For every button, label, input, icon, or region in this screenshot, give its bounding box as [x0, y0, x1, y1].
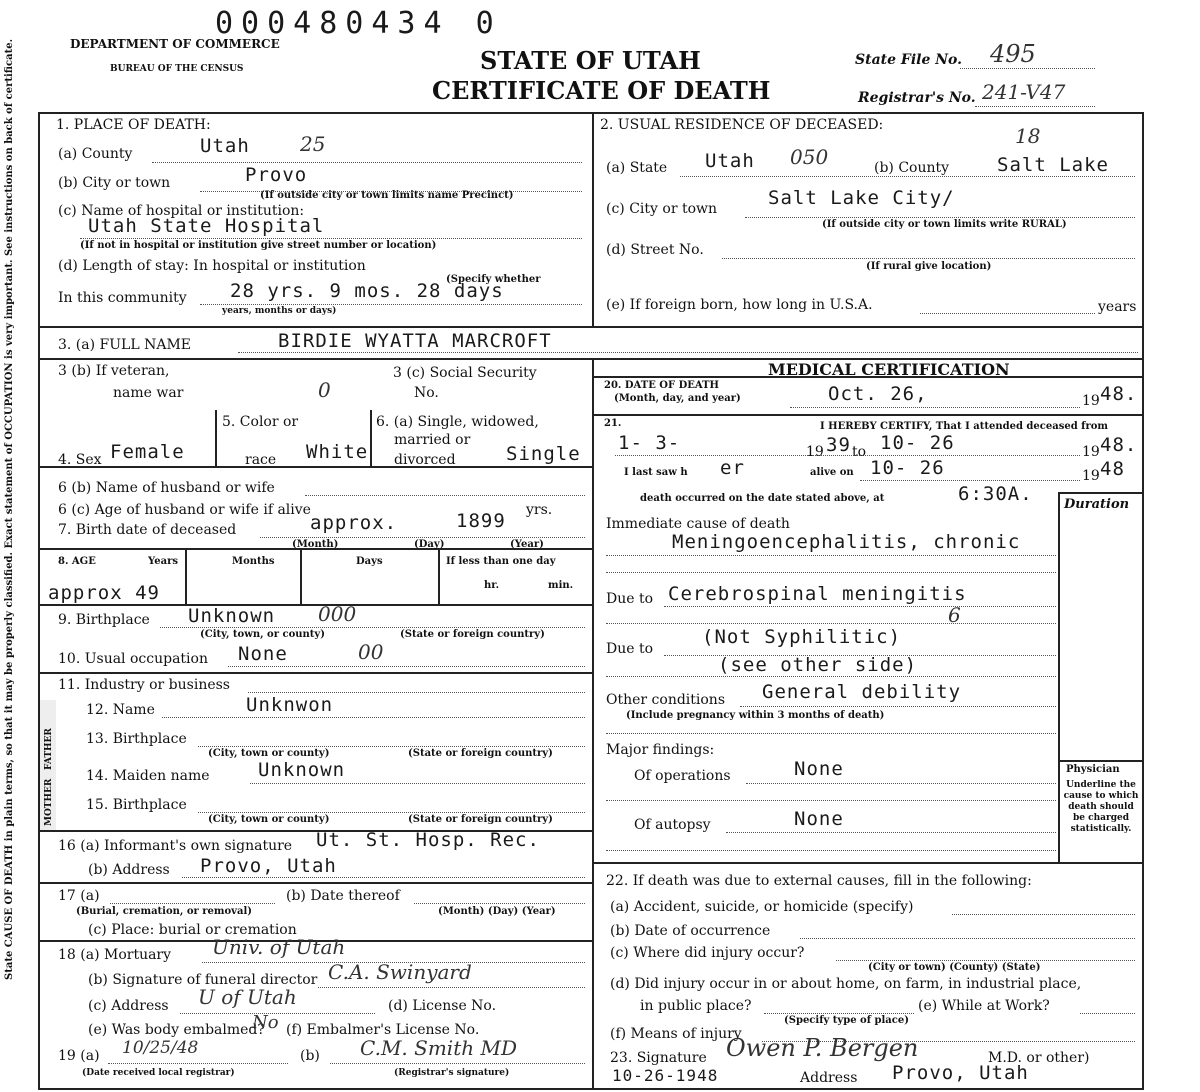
- burial-date-label: (b) Date thereof: [286, 888, 400, 904]
- date-of-death-label: 20. DATE OF DEATH: [604, 380, 719, 391]
- funeral-director-value: C.A. Swinyard: [328, 960, 472, 984]
- mortuary-value: Univ. of Utah: [212, 935, 346, 959]
- other-conditions-note: (Include pregnancy within 3 months of death): [626, 710, 885, 721]
- veteran-label: 3 (b) If veteran,: [58, 363, 170, 379]
- informant-signature-value: Ut. St. Hosp. Rec.: [316, 829, 540, 851]
- signature-date-value: 10-26-1948: [612, 1066, 719, 1085]
- burial-mdy-note: (Month) (Day) (Year): [438, 906, 556, 917]
- father-city-note: (City, town or county): [208, 748, 330, 759]
- father-birthplace-label: 13. Birthplace: [86, 731, 187, 747]
- death-city-value: Provo: [245, 164, 308, 186]
- external-a-label: (a) Accident, suicide, or homicide (specify): [610, 899, 914, 915]
- age-months-col: Months: [232, 556, 275, 567]
- husband-age-label: 6 (c) Age of husband or wife if alive: [58, 502, 311, 518]
- birthplace-city-note: (City, town, or county): [200, 629, 325, 640]
- full-name-value: BIRDIE WYATTA MARCROFT: [278, 330, 552, 352]
- date-of-death-year: 48.: [1100, 383, 1138, 405]
- birth-date-label: 7. Birth date of deceased: [58, 522, 237, 538]
- md-or-other-label: M.D. or other): [988, 1050, 1090, 1066]
- month-note: (Month): [292, 539, 339, 550]
- operations-label: Of operations: [634, 768, 731, 784]
- burial-label: 17 (a): [58, 888, 100, 904]
- external-b-label: (b) Date of occurrence: [610, 923, 771, 939]
- certificate-serial: 000480434 0: [215, 6, 502, 41]
- physician-note: Underline the cause to which death should be charged statistically.: [1063, 780, 1139, 834]
- funeral-address-label: (c) Address: [88, 998, 169, 1014]
- external-c-label: (c) Where did injury occur?: [610, 945, 805, 961]
- signature-label: 23. Signature: [610, 1050, 707, 1066]
- occupation-label: 10. Usual occupation: [58, 651, 208, 667]
- due-to-2-label: Due to: [606, 641, 654, 657]
- received-note: (Date received local registrar): [82, 1068, 235, 1078]
- external-d-label: (d) Did injury occur in or about home, on farm, in industrial place,: [610, 976, 1082, 992]
- attended-from-year-prefix: 19: [806, 444, 824, 460]
- marital-label-3: divorced: [394, 452, 456, 468]
- marital-value: Single: [506, 443, 581, 465]
- color-label: 5. Color or: [222, 414, 299, 430]
- birthplace-label: 9. Birthplace: [58, 612, 150, 628]
- hospital-note: (If not in hospital or institution give street number or location): [80, 240, 437, 251]
- department-label: DEPARTMENT OF COMMERCE: [70, 37, 280, 51]
- residence-state-value: Utah: [705, 150, 755, 172]
- marital-label-2: married or: [394, 432, 471, 448]
- father-state-note: (State or foreign country): [408, 748, 553, 759]
- length-of-stay-label: (d) Length of stay: In hospital or institution: [58, 258, 366, 274]
- immediate-cause-value: Meningoencephalitis, chronic: [672, 531, 1021, 553]
- burial-note: (Burial, cremation, or removal): [76, 906, 252, 917]
- father-name-value: Unknwon: [246, 694, 334, 716]
- death-county-value: Utah: [200, 135, 250, 157]
- attended-from-value: 1- 3-: [618, 432, 681, 454]
- autopsy-value: None: [794, 808, 844, 830]
- due-to-2-note: (see other side): [718, 654, 918, 676]
- embalmed-value: No: [252, 1012, 279, 1033]
- residence-heading: 2. USUAL RESIDENCE OF DECEASED:: [600, 117, 884, 133]
- major-findings-label: Major findings:: [606, 742, 715, 758]
- medical-heading: MEDICAL CERTIFICATION: [768, 360, 1010, 379]
- day-note: (Day): [414, 539, 445, 550]
- industry-label: 11. Industry or business: [58, 677, 230, 693]
- race-value: White: [306, 441, 369, 463]
- death-county-code: 25: [300, 132, 326, 156]
- death-county-label: (a) County: [58, 146, 133, 162]
- external-location-note: (City or town) (County) (State): [868, 962, 1041, 973]
- foreign-born-label: (e) If foreign born, how long in U.S.A.: [606, 297, 873, 313]
- units-note: years, months or days): [222, 306, 337, 316]
- attended-to-value: 10- 26: [880, 432, 955, 454]
- registrar-value: 241-V47: [982, 80, 1066, 104]
- birthplace-state-note: (State or foreign country): [400, 629, 545, 640]
- street-note: (If rural give location): [866, 261, 992, 272]
- birthplace-value: Unknown: [188, 605, 276, 627]
- sex-label: 4. Sex: [58, 452, 102, 468]
- mortuary-label: 18 (a) Mortuary: [58, 947, 172, 963]
- community-value: 28 yrs. 9 mos. 28 days: [230, 280, 504, 302]
- specify-note: (Specify whether: [446, 274, 541, 285]
- attended-to-year: 48.: [1100, 434, 1138, 456]
- war-label: name war: [113, 385, 184, 401]
- side-instruction-note: State CAUSE OF DEATH in plain terms, so that it may be properly classified. Exact statement of OCCUPATION is very important. See instructions on back of certificate.: [4, 38, 15, 980]
- state-title: STATE OF UTAH: [480, 46, 701, 75]
- funeral-address-value: U of Utah: [198, 985, 297, 1009]
- signature-address-label: Address: [800, 1070, 858, 1086]
- other-conditions-label: Other conditions: [606, 692, 726, 708]
- ssn-no-label: No.: [414, 385, 439, 401]
- due-to-1-code: 6: [948, 603, 961, 627]
- year-note: (Year): [510, 539, 544, 550]
- attended-from-year: 39: [826, 434, 851, 456]
- occupation-code: 00: [358, 640, 384, 664]
- state-file-label: State File No.: [855, 52, 963, 68]
- external-specify-note: (Specify type of place): [784, 1015, 909, 1026]
- date-of-death-year-prefix: 19: [1082, 393, 1100, 409]
- funeral-director-label: (b) Signature of funeral director: [88, 972, 318, 988]
- birthplace-code: 000: [318, 602, 357, 626]
- date-of-death-value: Oct. 26,: [828, 383, 928, 405]
- min-label: min.: [548, 580, 574, 591]
- residence-county-value: Salt Lake: [997, 154, 1109, 176]
- residence-city-note: (If outside city or town limits write RURAL): [822, 219, 1067, 230]
- husband-yrs-label: yrs.: [526, 502, 553, 518]
- mother-state-note: (State or foreign country): [408, 814, 553, 825]
- attended-to-label: to: [852, 444, 867, 460]
- hospital-value: Utah State Hospital: [88, 215, 325, 237]
- alive-year-prefix: 19: [1082, 468, 1100, 484]
- mother-tag: MOTHER: [44, 778, 54, 826]
- alive-year: 48: [1100, 458, 1125, 480]
- age-label: 8. AGE: [58, 556, 96, 567]
- physician-tag: Physician: [1066, 764, 1120, 775]
- age-days-col: Days: [356, 556, 383, 567]
- race-label: race: [245, 452, 277, 468]
- external-f-label: (f) Means of injury: [610, 1026, 742, 1042]
- received-value: 10/25/48: [122, 1038, 199, 1058]
- alive-on-value: 10- 26: [870, 457, 945, 479]
- full-name-label: 3. (a) FULL NAME: [58, 337, 191, 353]
- maiden-name-value: Unknown: [258, 759, 346, 781]
- years-label: years: [1098, 299, 1137, 315]
- physician-signature-value: Owen P. Bergen: [726, 1034, 919, 1062]
- external-d-label-2: in public place?: [640, 998, 752, 1014]
- residence-city-label: (c) City or town: [606, 201, 718, 217]
- hospital-label: (c) Name of hospital or institution:: [58, 203, 305, 219]
- marital-label-1: 6. (a) Single, widowed,: [376, 414, 539, 430]
- state-file-value: 495: [990, 40, 1036, 68]
- death-time-value: 6:30A.: [958, 483, 1033, 505]
- duration-label: Duration: [1064, 497, 1130, 512]
- registrar-signature-note: (Registrar's signature): [394, 1068, 510, 1078]
- due-to-1-label: Due to: [606, 591, 654, 607]
- registrar-signature-value: C.M. Smith MD: [360, 1036, 517, 1060]
- embalmer-license-label: (f) Embalmer's License No.: [286, 1022, 480, 1038]
- maiden-name-label: 14. Maiden name: [86, 768, 210, 784]
- husband-name-label: 6 (b) Name of husband or wife: [58, 480, 275, 496]
- due-to-2-value: (Not Syphilitic): [702, 626, 902, 648]
- occupation-value: None: [238, 643, 288, 665]
- external-e-label: (e) While at Work?: [918, 998, 1050, 1014]
- street-label: (d) Street No.: [606, 242, 704, 258]
- immediate-cause-label: Immediate cause of death: [606, 516, 790, 532]
- less-than-day-label: If less than one day: [446, 556, 556, 567]
- certify-number: 21.: [604, 418, 622, 429]
- license-label: (d) License No.: [388, 998, 497, 1014]
- mother-birthplace-label: 15. Birthplace: [86, 797, 187, 813]
- informant-address-value: Provo, Utah: [200, 855, 337, 877]
- registrar-signature-label: (b): [300, 1048, 320, 1064]
- alive-on-label: alive on: [810, 467, 854, 478]
- place-of-death-heading: 1. PLACE OF DEATH:: [56, 117, 211, 133]
- death-city-note: (If outside city or town limits name Precinct): [260, 190, 514, 201]
- residence-county-code: 18: [1015, 124, 1041, 148]
- age-years-col: Years: [148, 556, 179, 567]
- residence-county-label: (b) County: [874, 160, 950, 176]
- date-of-death-note: (Month, day, and year): [614, 393, 741, 404]
- due-to-1-value: Cerebrospinal meningitis: [668, 583, 967, 605]
- community-label: In this community: [58, 290, 187, 306]
- last-saw-label: I last saw h: [624, 467, 688, 478]
- certify-label: I HEREBY CERTIFY, That I attended deceased from: [820, 421, 1109, 432]
- mother-city-note: (City, town or county): [208, 814, 330, 825]
- operations-value: None: [794, 758, 844, 780]
- war-value: 0: [318, 378, 331, 402]
- attended-to-year-prefix: 19: [1082, 444, 1100, 460]
- received-label: 19 (a): [58, 1048, 100, 1064]
- birth-date-value: approx.: [310, 512, 398, 534]
- autopsy-label: Of autopsy: [634, 817, 711, 833]
- signature-address-value: Provo, Utah: [892, 1062, 1029, 1084]
- age-value: approx 49: [48, 582, 160, 604]
- external-causes-heading: 22. If death was due to external causes, fill in the following:: [606, 873, 1032, 889]
- informant-signature-label: 16 (a) Informant's own signature: [58, 838, 293, 854]
- bureau-label: BUREAU OF THE CENSUS: [110, 64, 244, 74]
- embalmed-label: (e) Was body embalmed?: [88, 1022, 265, 1038]
- page-title: CERTIFICATE OF DEATH: [432, 76, 771, 105]
- father-name-label: 12. Name: [86, 702, 155, 718]
- informant-address-label: (b) Address: [88, 862, 170, 878]
- hr-label: hr.: [484, 580, 500, 591]
- burial-place-label: (c) Place: burial or cremation: [88, 922, 297, 938]
- birth-year-value: 1899: [456, 510, 506, 532]
- residence-state-code: 050: [790, 145, 829, 169]
- father-tag: FATHER: [44, 728, 54, 770]
- other-conditions-value: General debility: [762, 681, 962, 703]
- residence-city-value: Salt Lake City/: [768, 187, 955, 209]
- ssn-label: 3 (c) Social Security: [393, 365, 537, 381]
- registrar-label: Registrar's No.: [858, 90, 976, 106]
- death-occurred-label: death occurred on the date stated above, at: [640, 493, 885, 504]
- sex-value: Female: [110, 441, 185, 463]
- death-city-label: (b) City or town: [58, 175, 171, 191]
- last-saw-value: er: [720, 457, 745, 479]
- residence-state-label: (a) State: [606, 160, 668, 176]
